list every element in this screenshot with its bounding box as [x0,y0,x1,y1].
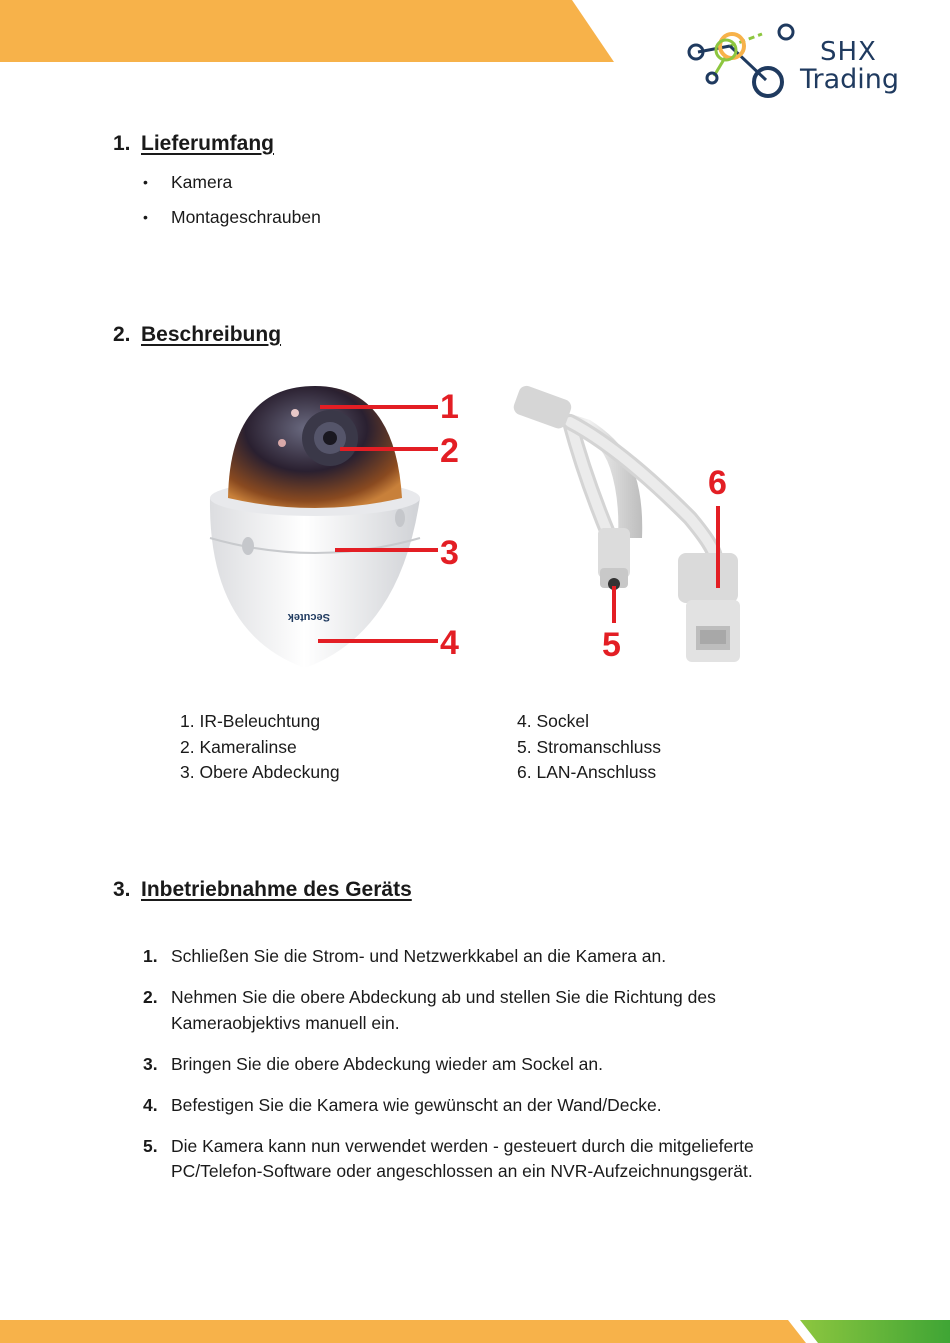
section-heading-inbetriebnahme [113,878,412,902]
step-number: 5. [143,1135,158,1156]
step-text: Die Kamera kann nun verwendet werden - gesteuert durch die mitgelieferte PC/Telefon-Software oder angeschlossen an ein NVR-Aufzeichnungsgerät. [171,1135,754,1181]
step-item [143,985,843,1036]
camera-brand-label: Secutek [287,611,330,623]
step-number: 2. [143,987,158,1007]
step-text: Bringen Sie die obere Abdeckung wieder am Sockel an. [171,1053,603,1074]
callout-5: 5 [602,626,621,664]
section-title: Beschreibung [141,323,282,346]
step-text: Nehmen Sie die obere Abdeckung ab und stellen Sie die Richtung des Kameraobjektivs manuell ein. [171,987,716,1033]
step-number: 1. [143,946,158,966]
section-number: 1. [113,132,131,155]
list-item: • Montageschrauben [143,205,321,240]
callout-1: 1 [440,388,459,426]
legend-item: 5. Stromanschluss [517,736,661,757]
legend-item: 6. LAN-Anschluss [517,762,657,782]
delivery-list [143,170,321,240]
setup-steps [143,944,843,1200]
brand-line2: Trading [800,64,900,95]
legend-item: 1. IR-Beleuchtung [180,711,321,731]
dome-camera-image [210,386,420,668]
brand-name [800,38,899,94]
section-heading-beschreibung [113,323,281,347]
step-text: Befestigen Sie die Kamera wie gewünscht an der Wand/Decke. [171,1094,662,1115]
step-item [143,1134,843,1185]
step-item [143,944,843,970]
step-number: 4. [143,1094,158,1115]
brand-line1: SHX [820,37,877,67]
callout-2: 2 [440,432,459,470]
section-title: Inbetriebnahme des Geräts [141,878,412,901]
legend-item: 3. Obere Abdeckung [180,762,340,782]
callout-3: 3 [440,534,459,572]
product-diagram [190,378,780,678]
callout-4: 4 [440,624,459,662]
footer-bar [0,1320,950,1343]
step-number: 3. [143,1053,158,1074]
callout-6: 6 [708,464,727,502]
section-number: 2. [113,323,131,346]
cable-connector-image [511,384,740,662]
step-item [143,1052,843,1078]
step-text: Schließen Sie die Strom- und Netzwerkkabel an die Kamera an. [171,946,667,966]
section-heading-lieferumfang [113,132,274,156]
legend-left [180,709,340,786]
legend-right [517,709,661,786]
step-item [143,1093,843,1119]
legend-item: 4. Sockel [517,711,589,731]
section-number: 3. [113,878,131,901]
list-item: • Kamera [143,170,321,205]
legend-item: 2. Kameralinse [180,736,297,757]
section-title: Lieferumfang [141,132,275,155]
